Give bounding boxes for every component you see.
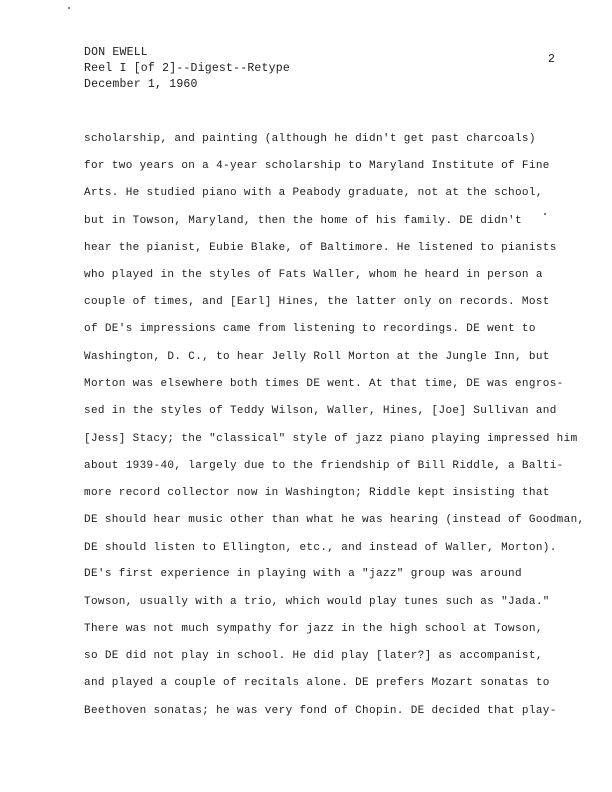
body-line: Towson, usually with a trio, which would play tunes such as "Jada." [84, 596, 550, 608]
document-header [84, 45, 290, 93]
body-line: DE's first experience in playing with a "jazz" group was around [84, 568, 522, 580]
body-line: Morton was elsewhere both times DE went. At that time, DE was engros- [84, 378, 564, 390]
body-line: DE should hear music other than what he was hearing (instead of Goodman, [84, 514, 585, 526]
body-line: about 1939-40, largely due to the friendship of Bill Riddle, a Balti- [84, 460, 564, 472]
body-line: but in Towson, Maryland, then the home of his family. DE didn't [84, 215, 522, 227]
body-line: for two years on a 4-year scholarship to Maryland Institute of Fine [84, 160, 550, 172]
body-line: hear the pianist, Eubie Blake, of Baltimore. He listened to pianists [84, 242, 557, 254]
scan-speck [544, 213, 546, 215]
body-line: who played in the styles of Fats Waller, whom he heard in person a [84, 269, 543, 281]
header-reel: Reel I [of 2]--Digest--Retype [84, 62, 290, 75]
body-line: so DE did not play in school. He did play [later?] as accompanist, [84, 650, 543, 662]
scan-speck [68, 7, 70, 9]
body-line: of DE's impressions came from listening to recordings. DE went to [84, 323, 536, 335]
body-line: Arts. He studied piano with a Peabody graduate, not at the school, [84, 187, 543, 199]
body-line: Washington, D. C., to hear Jelly Roll Morton at the Jungle Inn, but [84, 351, 550, 363]
header-date: December 1, 1960 [84, 78, 198, 91]
page-number: 2 [548, 53, 555, 66]
body-line: more record collector now in Washington; Riddle kept insisting that [84, 487, 550, 499]
body-line: scholarship, and painting (although he didn't get past charcoals) [84, 133, 536, 145]
body-line: [Jess] Stacy; the "classical" style of jazz piano playing impressed him [84, 433, 578, 445]
body-line: sed in the styles of Teddy Wilson, Waller, Hines, [Joe] Sullivan and [84, 405, 557, 417]
body-line: couple of times, and [Earl] Hines, the latter only on records. Most [84, 296, 550, 308]
body-line: There was not much sympathy for jazz in the high school at Towson, [84, 623, 543, 635]
body-line: and played a couple of recitals alone. DE prefers Mozart sonatas to [84, 677, 550, 689]
body-line: Beethoven sonatas; he was very fond of Chopin. DE decided that play- [84, 705, 557, 717]
header-name: DON EWELL [84, 46, 148, 59]
body-line: DE should listen to Ellington, etc., and instead of Waller, Morton). [84, 542, 557, 554]
